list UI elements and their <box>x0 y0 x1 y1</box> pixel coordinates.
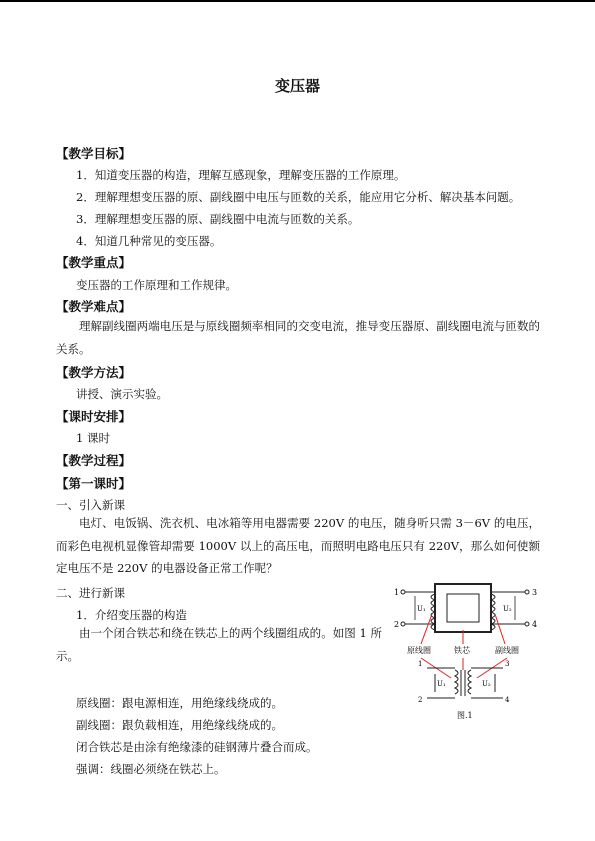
iron-core <box>435 584 491 632</box>
top-rule <box>0 0 595 2</box>
label-secondary: 副线圈 <box>495 646 519 655</box>
method-text: 讲授、演示实验。 <box>76 387 168 401</box>
page-title: 变压器 <box>274 77 320 95</box>
structure-text: 由一个闭合铁芯和绕在铁芯上的两个线圈组成的。如图 1 所示。 <box>56 626 382 663</box>
schematic-u2: U₂ <box>482 680 491 688</box>
keypoint-heading: 【教学重点】 <box>56 255 132 270</box>
schedule-heading: 【课时安排】 <box>56 409 132 424</box>
secondary-coil-text: 副线圈：跟负载相连，用绝缘线绕成的。 <box>76 718 283 732</box>
terminal-3: 3 <box>532 588 538 597</box>
keypoint-text: 变压器的工作原理和工作规律。 <box>76 278 237 292</box>
difficulty-heading: 【教学难点】 <box>56 299 132 314</box>
objectives-heading: 【教学目标】 <box>56 146 132 161</box>
objective-item: 1．知道变压器的构造，理解互感现象，理解变压器的工作原理。 <box>76 168 406 182</box>
transformer-figure <box>385 578 545 728</box>
emphasis-text: 强调：线圈必须绕在铁芯上。 <box>76 762 226 776</box>
objective-item: 3．理解理想变压器的原、副线圈中电流与匝数的关系。 <box>76 212 360 226</box>
schematic-u1: U₁ <box>437 680 446 688</box>
terminal-4: 4 <box>532 620 538 629</box>
primary-coil-icon <box>431 594 435 630</box>
method-heading: 【教学方法】 <box>56 365 132 380</box>
structure-heading: 1．介绍变压器的构造 <box>76 608 187 622</box>
core-text: 闭合铁芯是由涂有绝缘漆的硅钢薄片叠合而成。 <box>76 740 318 754</box>
schematic-terminal-4: 4 <box>505 696 510 704</box>
label-core: 铁芯 <box>454 646 470 655</box>
difficulty-text: 理解副线圈两端电压是与原线圈频率相同的交变电流，推导变压器原、副线圈电流与匝数的关系。 <box>56 319 540 356</box>
objective-item: 2．理解理想变压器的原、副线圈中电压与匝数的关系，能应用它分析、解决基本问题。 <box>76 190 521 204</box>
lesson1-heading: 【第一课时】 <box>56 476 132 491</box>
intro-heading: 一、引入新课 <box>56 498 125 512</box>
terminal-2: 2 <box>394 620 400 629</box>
schematic-terminal-1: 1 <box>418 660 423 668</box>
terminal-1: 1 <box>394 588 400 597</box>
intro-text: 电灯、电饭锅、洗衣机、电冰箱等用电器需要 220V 的电压，随身听只需 3－6V 的电压，而彩色电视机显像管却需要 1000V 以上的高压电，而照明电路电压只有 220V，那么如何使额定电压不是 220V 的电器设备正常工作呢？ <box>56 516 540 575</box>
primary-coil-text: 原线圈：跟电源相连，用绝缘线绕成的。 <box>76 696 283 710</box>
schedule-text: 1 课时 <box>76 431 110 445</box>
schematic-terminal-3: 3 <box>505 660 510 668</box>
secondary-coil-icon <box>491 594 495 630</box>
process-heading: 【教学过程】 <box>56 453 132 468</box>
u2-label: U₂ <box>503 605 512 613</box>
objective-item: 4．知道几种常见的变压器。 <box>76 234 222 248</box>
figure-caption: 图.1 <box>457 711 473 720</box>
label-primary: 原线圈 <box>407 646 431 655</box>
u1-label: U₁ <box>417 605 426 613</box>
schematic-terminal-2: 2 <box>418 696 423 704</box>
new-lesson-heading: 二、进行新课 <box>56 586 125 600</box>
